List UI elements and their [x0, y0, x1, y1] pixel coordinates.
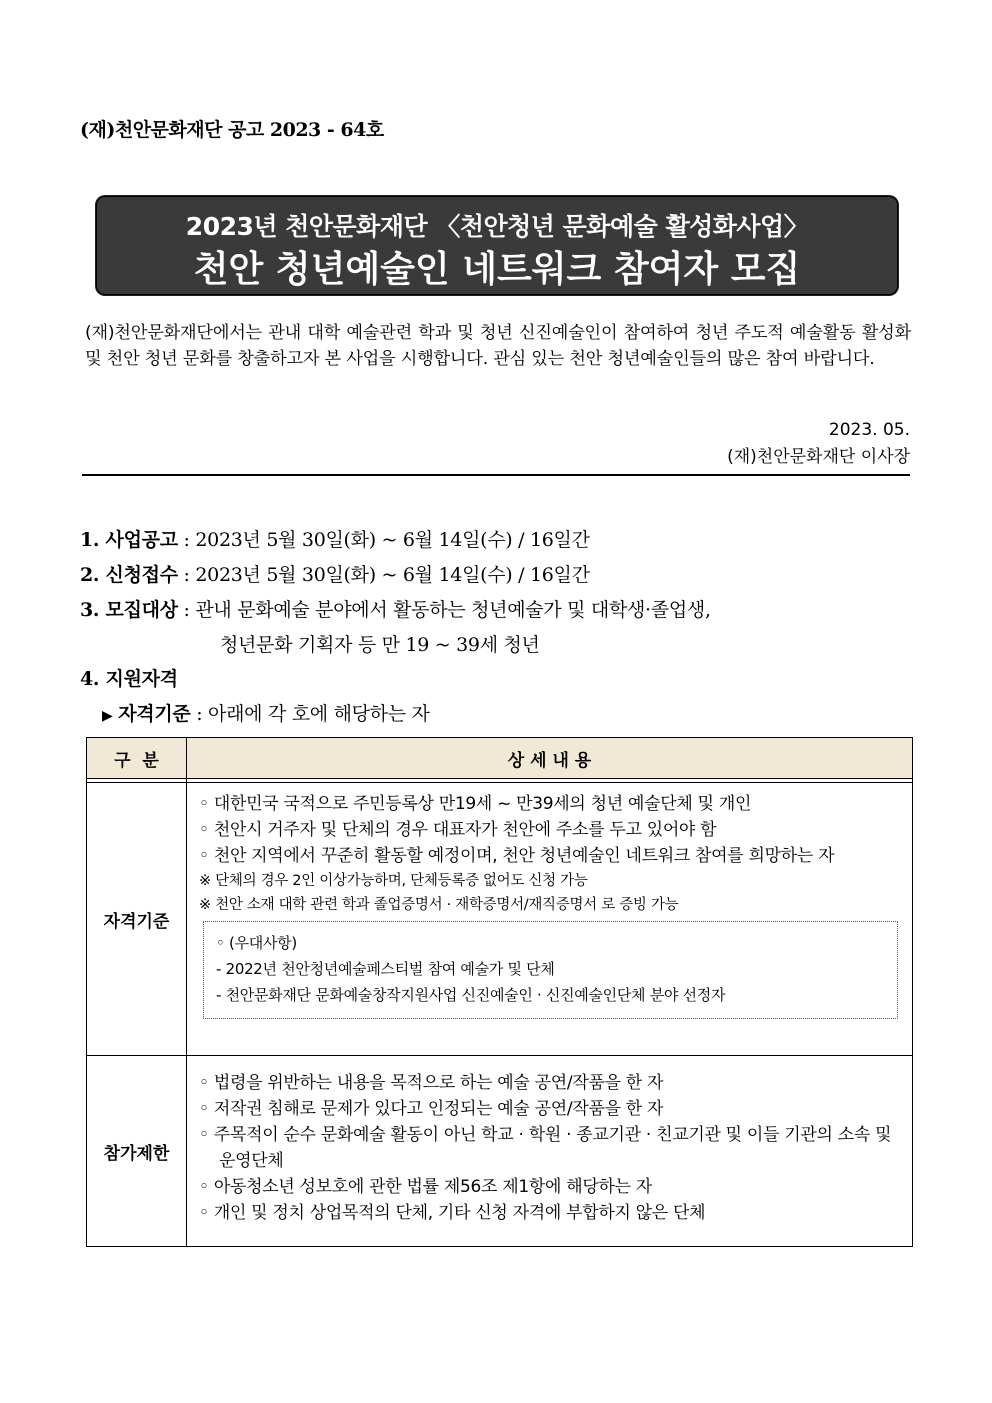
item-label: 4. 지원자격 — [80, 668, 178, 690]
title-line-2: 천안 청년예술인 네트워크 참여자 모집 — [193, 249, 801, 290]
header-details: 상 세 내 용 — [187, 738, 913, 779]
divider — [82, 474, 910, 476]
preference-title: ◦ (우대사항) — [216, 934, 297, 952]
list-item: ◦ 저작권 침해로 문제가 있다고 인정되는 예술 공연/작품을 한 자 — [199, 1099, 664, 1119]
item-label: 2. 신청접수 — [80, 564, 178, 586]
list-item: ◦ 아동청소년 성보호에 관한 법률 제56조 제1항에 해당하는 자 — [199, 1177, 652, 1197]
preference-box — [203, 921, 898, 1019]
criteria-label: 자격기준 — [118, 703, 191, 725]
preference-item: - 2022년 천안청년예술페스티벌 참여 예술가 및 단체 — [216, 960, 555, 978]
list-item: ◦ 주목적이 순수 문화예술 활동이 아닌 학교 · 학원 · 종교기관 · 친교기관 및 이들 기관의 소속 및 운영단체 — [199, 1125, 892, 1171]
issuer: (재)천안문화재단 이사장 — [727, 447, 910, 467]
table-header-row — [87, 738, 913, 779]
note-item: ※ 단체의 경우 2인 이상가능하며, 단체등록증 없어도 신청 가능 — [199, 873, 588, 889]
note-item: ※ 천안 소재 대학 관련 학과 졸업증명서 · 재학증명서/재직증명서 로 증빙 가능 — [199, 897, 679, 913]
item-label: 3. 모집대상 — [80, 599, 178, 621]
title-banner — [96, 196, 898, 295]
item-value: : 관내 문화예술 분야에서 활동하는 청년예술가 및 대학생·졸업생, — [183, 599, 711, 621]
intro-paragraph: (재)천안문화재단에서는 관내 대학 예술관련 학과 및 청년 신진예술인이 참여하여 청년 주도적 예술활동 활성화 및 천안 청년 문화를 창출하고자 본 사업을 시행합니다. 관심 있는 천안 청년예술인들의 많은 참여 바랍니다. — [85, 323, 911, 369]
item-label: 1. 사업공고 — [80, 529, 178, 551]
row-details — [187, 783, 913, 1056]
item-target — [80, 595, 711, 622]
table-row — [87, 1056, 913, 1247]
item-value: : 2023년 5월 30일(화) ~ 6월 14일(수) / 16일간 — [183, 529, 590, 551]
list-item: ◦ 천안 지역에서 꾸준히 활동할 예정이며, 천안 청년예술인 네트워크 참여를 희망하는 자 — [199, 846, 835, 866]
notice-number: (재)천안문화재단 공고 2023 - 64호 — [80, 119, 384, 141]
triangle-icon: ▶ — [102, 708, 113, 724]
row-category: 자격기준 — [87, 783, 187, 1056]
list-item: ◦ 대한민국 국적으로 주민등록상 만19세 ~ 만39세의 청년 예술단체 및 개인 — [199, 794, 752, 814]
preference-item: - 천안문화재단 문화예술창작지원사업 신진예술인 · 신진예술인단체 분야 선정자 — [216, 986, 726, 1004]
table-row — [87, 783, 913, 1056]
list-item: ◦ 개인 및 정치 상업목적의 단체, 기타 신청 자격에 부합하지 않은 단체 — [199, 1203, 706, 1223]
item-target-cont: 청년문화 기획자 등 만 19 ~ 39세 청년 — [220, 634, 540, 656]
requirements-table — [86, 737, 913, 1247]
item-announcement — [80, 525, 590, 552]
title-line-1: 2023년 천안문화재단 〈천안청년 문화예술 활성화사업〉 — [185, 212, 809, 241]
notice-date: 2023. 05. — [828, 420, 910, 440]
header-category: 구 분 — [87, 738, 187, 779]
list-item: ◦ 법령을 위반하는 내용을 목적으로 하는 예술 공연/작품을 한 자 — [199, 1073, 664, 1093]
row-details — [187, 1056, 913, 1247]
item-qualification — [80, 664, 178, 691]
criteria-heading — [102, 699, 430, 726]
item-application — [80, 560, 590, 587]
list-item: ◦ 천안시 거주자 및 단체의 경우 대표자가 천안에 주소를 두고 있어야 함 — [199, 820, 717, 840]
criteria-value: : 아래에 각 호에 해당하는 자 — [196, 703, 430, 725]
item-value: : 2023년 5월 30일(화) ~ 6월 14일(수) / 16일간 — [183, 564, 590, 586]
row-category: 참가제한 — [87, 1056, 187, 1247]
